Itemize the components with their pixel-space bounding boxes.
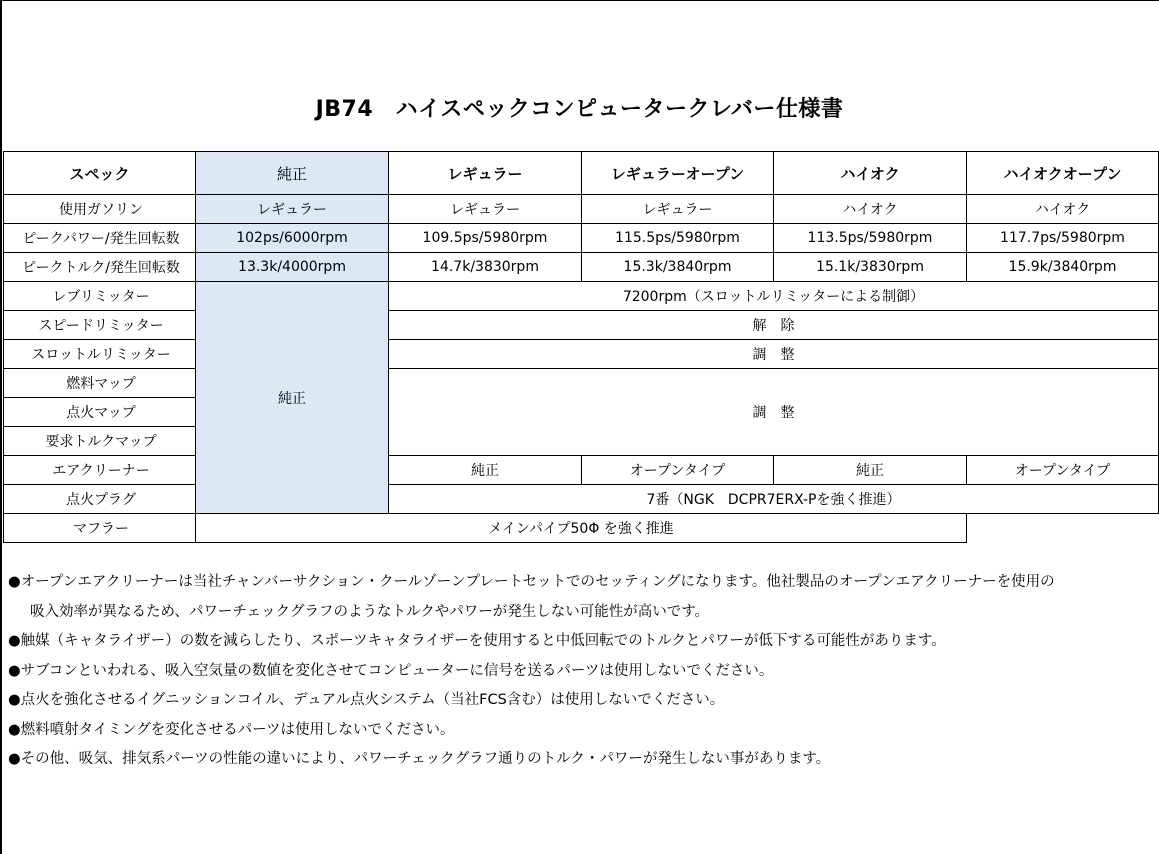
- note-text: ●オープンエアクリーナーは当社チャンバーサクション・クールゾーンプレートセットでのセッティングになります。他社製品のオープンエアクリーナーを使用の: [8, 574, 1055, 590]
- row-label: 燃料マップ: [4, 369, 196, 398]
- note-item: [8, 686, 1158, 716]
- cell: 117.7ps/5980rpm: [967, 224, 1159, 253]
- row-label: スピードリミッター: [4, 311, 196, 340]
- note-text: ●サブコンといわれる、吸入空気量の数値を変化させてコンピューターに信号を送るパーツは使用しないでください。: [8, 662, 774, 679]
- header-spec: スペック: [4, 152, 196, 195]
- table-row-throttle-limiter: [4, 340, 1159, 369]
- cell: 純正: [389, 456, 582, 485]
- note-text: ●触媒（キャタライザー）の数を減らしたり、スポーツキャタライザーを使用すると中低回転でのトルクとパワーが低下する可能性があります。: [8, 633, 946, 649]
- row-label: マフラー: [4, 514, 196, 543]
- cell-merged-maps: 調 整: [389, 369, 1159, 456]
- header-regular-open: レギュラーオープン: [582, 152, 774, 195]
- note-item: [8, 568, 1158, 627]
- cell-genuine: 13.3k/4000rpm: [196, 253, 389, 282]
- cell: 113.5ps/5980rpm: [774, 224, 967, 253]
- row-label: レブリミッター: [4, 282, 196, 311]
- cell: ハイオク: [774, 195, 967, 224]
- page-title: JB74 ハイスペックコンピュータークレバー仕様書: [315, 97, 844, 122]
- cell: 純正: [774, 456, 967, 485]
- spec-table: [3, 151, 1159, 543]
- cell-merged: 7番（NGK DCPR7ERX-Pを強く推進）: [389, 485, 1159, 514]
- header-high-octane-open: ハイオクオープン: [967, 152, 1159, 195]
- table-row-speed-limiter: [4, 311, 1159, 340]
- table-row-muffler: [4, 514, 1159, 543]
- note-text: ●燃料噴射タイミングを変化させるパーツは使用しないでください。: [8, 721, 455, 738]
- cell: レギュラー: [389, 195, 582, 224]
- cell: 15.1k/3830rpm: [774, 253, 967, 282]
- notes-list: [8, 568, 1158, 775]
- cell-merged: 解 除: [389, 311, 1159, 340]
- row-label: 使用ガソリン: [4, 195, 196, 224]
- row-label: スロットルリミッター: [4, 340, 196, 369]
- table-header-row: [4, 152, 1159, 195]
- note-item: [8, 627, 1158, 657]
- cell: 15.3k/3840rpm: [582, 253, 774, 282]
- row-label: ピークトルク/発生回転数: [4, 253, 196, 282]
- note-item: [8, 716, 1158, 746]
- cell: 109.5ps/5980rpm: [389, 224, 582, 253]
- cell-merged: 調 整: [389, 340, 1159, 369]
- note-text-continued: 吸入効率が異なるため、パワーチェックグラフのようなトルクやパワーが発生しない可能性が高いです。: [30, 603, 710, 620]
- cell: オープンタイプ: [967, 456, 1159, 485]
- cell: オープンタイプ: [582, 456, 774, 485]
- row-label: ピークパワー/発生回転数: [4, 224, 196, 253]
- note-text: ●その他、吸気、排気系パーツの性能の違いにより、パワーチェックグラフ通りのトルク・パワーが発生しない事があります。: [8, 751, 831, 767]
- row-label: 点火プラグ: [4, 485, 196, 514]
- table-row-fuel-map: [4, 369, 1159, 398]
- table-row-torque: [4, 253, 1159, 282]
- cell-merged: メインパイプ50Φ を強く推進: [196, 514, 967, 543]
- note-item: [8, 745, 1158, 775]
- cell-genuine: レギュラー: [196, 195, 389, 224]
- table-row-air-cleaner: [4, 456, 1159, 485]
- row-label: 要求トルクマップ: [4, 427, 196, 456]
- cell: 15.9k/3840rpm: [967, 253, 1159, 282]
- cell-genuine: 102ps/6000rpm: [196, 224, 389, 253]
- header-regular: レギュラー: [389, 152, 582, 195]
- table-row-spark-plug: [4, 485, 1159, 514]
- cell-genuine-merged: 純正: [196, 282, 389, 514]
- cell-merged: 7200rpm（スロットルリミッターによる制御）: [389, 282, 1159, 311]
- table-row-power: [4, 224, 1159, 253]
- cell: 115.5ps/5980rpm: [582, 224, 774, 253]
- header-genuine: 純正: [196, 152, 389, 195]
- cell: レギュラー: [582, 195, 774, 224]
- header-high-octane: ハイオク: [774, 152, 967, 195]
- note-text: ●点火を強化させるイグニッションコイル、デュアル点火システム（当社FCS含む）は使用しないでください。: [8, 692, 725, 708]
- row-label: エアクリーナー: [4, 456, 196, 485]
- cell: 14.7k/3830rpm: [389, 253, 582, 282]
- cell: ハイオク: [967, 195, 1159, 224]
- table-row-fuel: [4, 195, 1159, 224]
- table-row-rev-limiter: [4, 282, 1159, 311]
- note-item: [8, 657, 1158, 687]
- row-label: 点火マップ: [4, 398, 196, 427]
